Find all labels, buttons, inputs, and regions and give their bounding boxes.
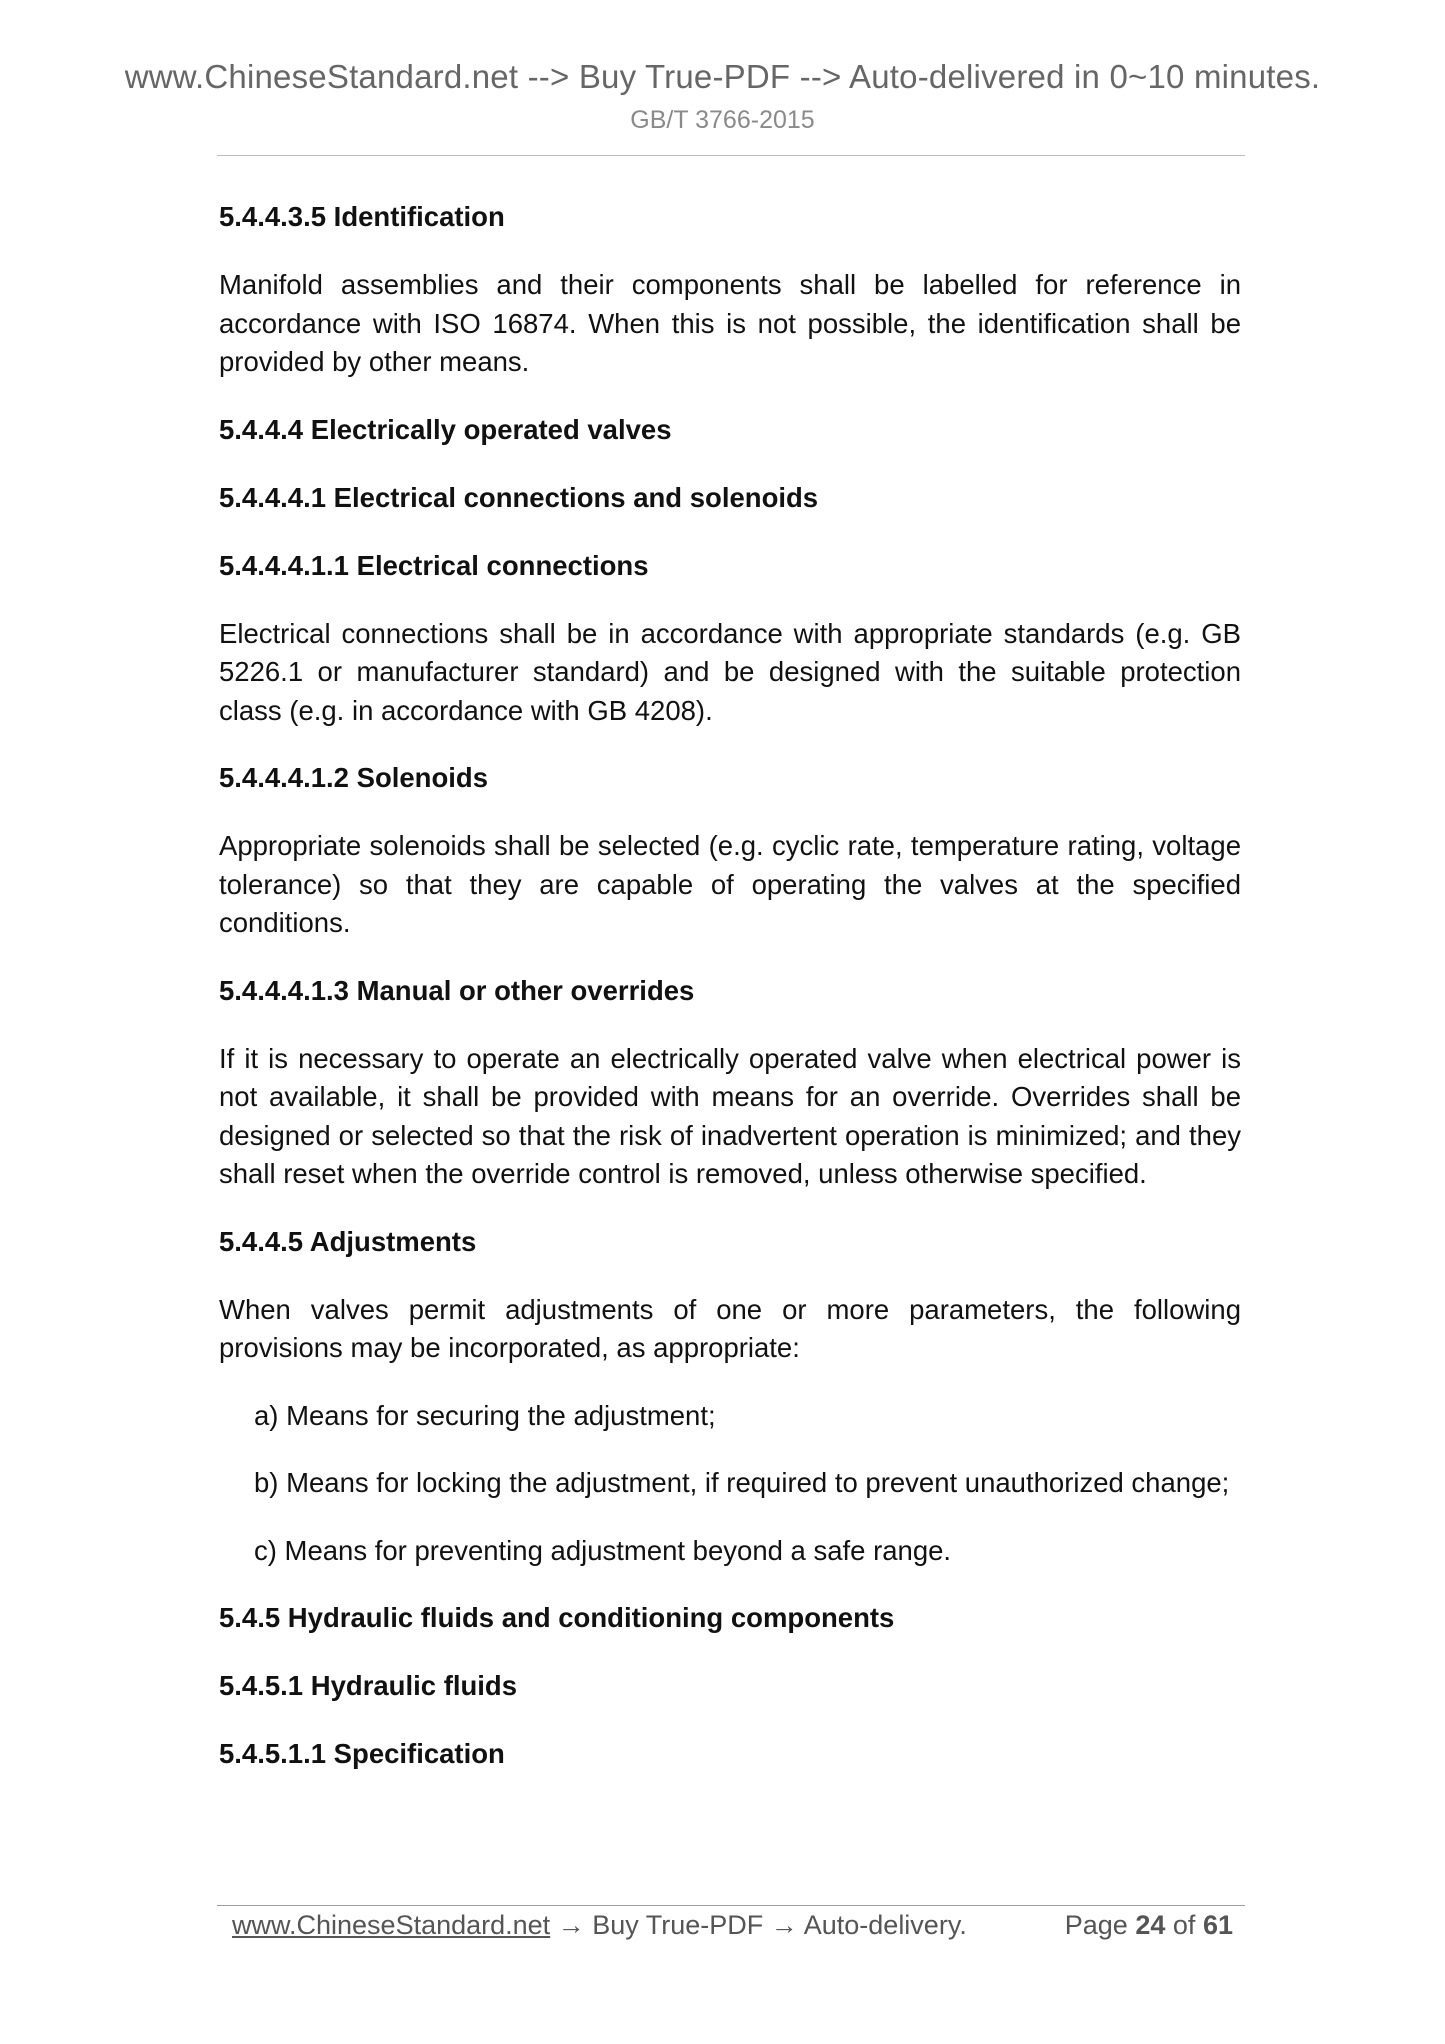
- list-item-b: b) Means for locking the adjustment, if required to prevent unauthorized change;: [254, 1467, 1230, 1498]
- header-banner: www.ChineseStandard.net --> Buy True-PDF --> Auto-delivered in 0~10 minutes.: [124, 58, 1321, 95]
- heading-solenoids: 5.4.4.4.1.2 Solenoids: [219, 762, 489, 793]
- of-word: of: [1172, 1910, 1196, 1940]
- heading-electrical-connections: 5.4.4.4.1.1 Electrical connections: [219, 549, 649, 581]
- paragraph-solenoids: Appropriate solenoids shall be selected (e.g. cyclic rate, temperature rating, voltage tolerance) so that they are capable of operating the valves at the specified conditions.: [219, 830, 1241, 938]
- heading-hydraulic-fluids-and-conditioning: 5.4.5 Hydraulic fluids and conditioning components: [219, 1602, 895, 1633]
- paragraph-adjustments: When valves permit adjustments of one or more parameters, the following provisions may be incorporated, as appropriate:: [219, 1293, 1241, 1363]
- list-item-c: c) Means for preventing adjustment beyond a safe range.: [254, 1534, 952, 1566]
- footer-tagline: → Buy True-PDF → Auto-delivery.: [550, 1910, 967, 1940]
- heading-identification: 5.4.4.3.5 Identification: [219, 201, 505, 232]
- standard-code: GB/T 3766-2015: [630, 106, 815, 134]
- header-divider: [217, 155, 1245, 156]
- footer-divider: [217, 1905, 1245, 1906]
- list-item-a: a) Means for securing the adjustment;: [254, 1399, 716, 1431]
- paragraph-electrical-connections: Electrical connections shall be in accordance with appropriate standards (e.g. GB 5226.1 or manufacturer standard) and be designed with the suitable protection class (e.g. in accordance with GB 4208).: [219, 617, 1241, 726]
- heading-manual-overrides: 5.4.4.4.1.3 Manual or other overrides: [219, 974, 695, 1006]
- heading-electrical-connections-and-solenoids: 5.4.4.4.1 Electrical connections and solenoids: [219, 481, 819, 513]
- paragraph-overrides: If it is necessary to operate an electrically operated valve when electrical power is not available, it shall be provided with means for an override. Overrides shall be designed or selected so that the risk of inadvertent operation is minimized; and they shall reset when the override control is removed, unless otherwise specified.: [219, 1042, 1241, 1189]
- footer-website-link[interactable]: www.ChineseStandard.net: [232, 1910, 551, 1940]
- heading-adjustments: 5.4.4.5 Adjustments: [219, 1225, 477, 1257]
- heading-specification: 5.4.5.1.1 Specification: [219, 1738, 505, 1769]
- total-pages: 61: [1202, 1910, 1233, 1940]
- page-number: [1065, 1910, 1233, 1941]
- heading-hydraulic-fluids: 5.4.5.1 Hydraulic fluids: [219, 1670, 518, 1701]
- page-word: Page: [1064, 1910, 1128, 1940]
- document-body: [219, 198, 1241, 1803]
- footer-promo: [232, 1910, 967, 1941]
- current-page: 24: [1135, 1910, 1166, 1940]
- paragraph-identification: Manifold assemblies and their components shall be labelled for reference in accordance with ISO 16874. When this is not possible, the identification shall be provided by other means.: [219, 269, 1241, 377]
- heading-electrically-operated-valves: 5.4.4.4 Electrically operated valves: [219, 413, 672, 445]
